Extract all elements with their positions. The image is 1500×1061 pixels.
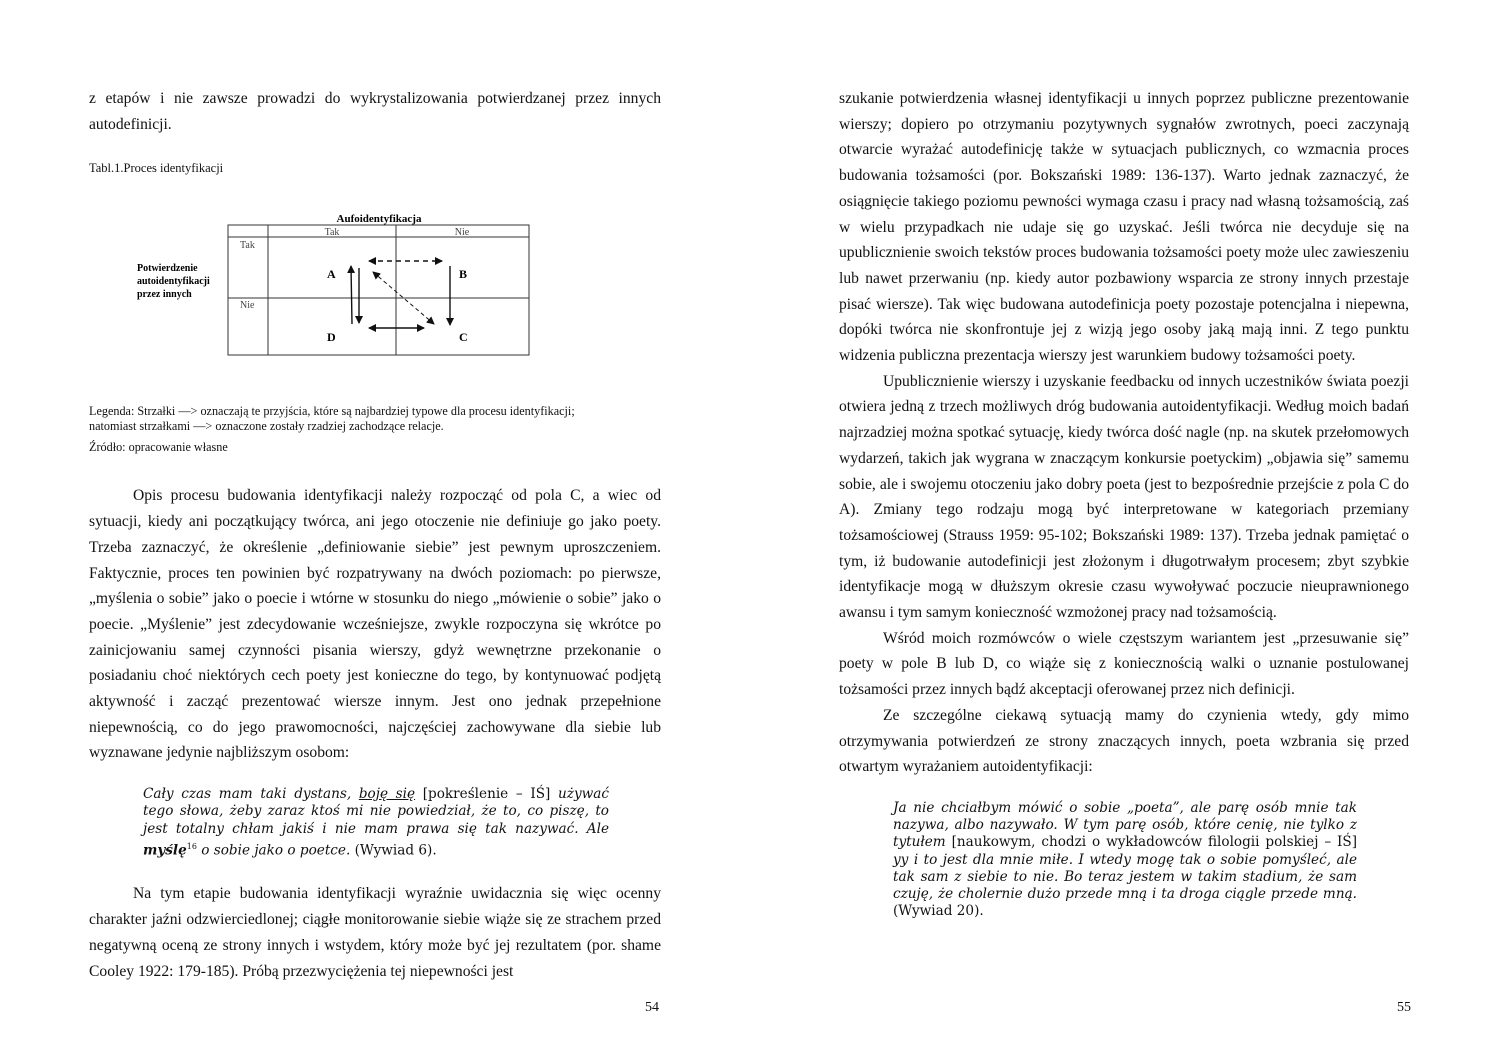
diagram-side-label: przez innych (137, 289, 192, 301)
quote-source: (Wywiad 20). (893, 903, 984, 920)
field-label-b: B (459, 267, 468, 282)
interview-quote (143, 786, 609, 859)
diagram-col-tak: Tak (324, 227, 340, 239)
page-number: 54 (645, 1000, 659, 1015)
source-note: Źródło: opracowanie własne (89, 440, 228, 455)
quote-emphasis: myślę (143, 842, 187, 859)
quote-insert: [naukowym, chodzi o wykładowców filologii polskiej – IŚ] (945, 834, 1357, 851)
diagram-header: Aufoidentyfikacja (336, 213, 422, 226)
quote-emphasis: boję się (358, 786, 416, 803)
legend-line: natomiast strzałkami —> oznaczone zostały rzadziej zachodzące relacje. (89, 419, 444, 434)
diagram-side-label: Potwierdzenie (137, 263, 198, 275)
quote-text: Ja nie chciałbym mówić o sobie „poeta”, ale parę osób mnie tak nazywa, albo nazywało. W tym parę osób, które cenię, nie tylko z tytułem (893, 799, 1357, 851)
quote-text: używać tego słowa, żeby zaraz ktoś mi nie powiedział, że to, co piszę, to jest totalny chłam jakiś i nie mam prawa się tak nazywać. Ale (143, 786, 609, 837)
quote-text: yy i to jest dla mnie miłe. I wtedy mogę tak o sobie pomyśleć, ale tak sam z siebie to nie. Bo teraz jestem w takim stadium, że sam czuję, że cholernie dużo przede mną i ta droga ciągle przede mną. (893, 851, 1357, 902)
quote-text: Cały czas mam taki dystans, (143, 786, 359, 803)
paragraph: Ze szczególne ciekawą sytuacją mamy do czynienia wtedy, gdy mimo otrzymywania potwierdzeń ze strony znaczących innych, poeta wzbrania się przed otwartym wyrażaniem autoidentyfikacji: (839, 706, 1409, 776)
diagram-arrows (351, 261, 450, 328)
diagram-grid (228, 225, 529, 355)
diagram-row-nie: Nie (240, 300, 255, 312)
field-label-a: A (327, 267, 336, 282)
quote-source: (Wywiad 6). (350, 842, 437, 859)
table-caption: Tabl.1.Proces identyfikacji (89, 161, 224, 176)
footnote-ref[interactable]: 16 (186, 841, 197, 851)
paragraph: Opis procesu budowania identyfikacji należy rozpocząć od pola C, a wiec od sytuacji, kiedy ani początkujący twórca, ani jego otoczenie nie definiuje go jako poety. Trzeba zaznaczyć, że określenie „definiowanie siebie” jest pewnym uproszczeniem. Faktycznie, proces ten powinien być rozpatrywany na dwóch poziomach: po pierwsze, „myślenia o sobie” jako o poecie i wtórne w stosunku do niego „mówienie o sobie” jako o poecie. „Myślenie” jest zdecydowanie wcześniejsze, zwykle rozpoczyna się wkrótce po zainicjowaniu samej czynności pisania wierszy, gdyż wewnętrzne przekonanie o posiadaniu choć niektórych cech poety jest konieczne do tego, by kontynuować podjętą aktywność i zacząć prezentować wiersze innym. Jest ono jednak przepełnione niepewnością, co do jego prawomocności, najczęściej zachowywane dla siebie lub wyznawane jedynie najbliższym osobom: (89, 487, 661, 762)
identification-process-diagram (129, 204, 549, 362)
paragraph: z etapów i nie zawsze prowadzi do wykrystalizowania potwierdzanej przez innych autodefinicji. (89, 90, 661, 133)
diagram-row-tak: Tak (240, 240, 255, 252)
right-page (750, 0, 1500, 1061)
paragraph: Upublicznienie wierszy i uzyskanie feedbacku od innych uczestników świata poezji otwiera jedną z trzech możliwych dróg budowania autoidentyfikacji. Według moich badań najrzadziej można spotkać sytuację, kiedy twórca dość nagle (np. na skutek przełomowych wydarzeń, takich jak wygrana w znaczącym konkursie poetyckim) „objawia się” samemu sobie, ale i swojemu otoczeniu jako dobry poeta (jest to bezpośrednie przejście z pola C do A). Zmiany tego rodzaju mogą być interpretowane w kategoriach przemiany tożsamościowej (Strauss 1959: 95-102; Bokszański 1989: 137). Trzeba jednak pamiętać o tym, iż budowanie autodefinicji jest złożonym i długotrwałym procesem; zbyt szybkie identyfikacje mogą w dłuższym okresie czasu wywoływać poczucie nieuprawnionego awansu i tym samym konieczność wzmożonej pracy nad tożsamością. (839, 372, 1409, 622)
paragraph: Wśród moich rozmówców o wiele częstszym wariantem jest „przesuwanie się” poety w pole B lub D, co wiąże się z koniecznością walki o uznanie postulowanej tożsamości przez innych bądź akceptacji oferowanej przez nich definicji. (839, 629, 1409, 699)
right-text-column (839, 86, 1409, 920)
diagram-col-nie: Nie (454, 227, 470, 239)
interview-quote (893, 800, 1357, 920)
diagram-legend (89, 404, 661, 434)
paragraph: Na tym etapie budowania identyfikacji wyraźnie uwidacznia się więc ocenny charakter jaźni odzwierciedlonej; ciągłe monitorowanie siebie wiąże się ze strachem przed negatywną oceną ze strony innych i wstydem, który może być jej rezultatem (por. shame Cooley 1922: 179-185). Próbą przezwyciężenia tej niepewności jest (89, 885, 661, 980)
diagram-side-label: autoidentyfikacji (137, 276, 210, 288)
left-text-column (89, 86, 661, 984)
legend-line: Legenda: Strzałki —> oznaczają te przyjścia, które są najbardziej typowe dla procesu identyfikacji; (89, 404, 575, 419)
quote-insert: [pokreślenie – IŚ] (415, 786, 559, 803)
page-number: 55 (1397, 1000, 1411, 1015)
field-label-d: D (327, 330, 336, 345)
quote-text: o sobie jako o poetce. (196, 842, 351, 859)
paragraph: szukanie potwierdzenia własnej identyfikacji u innych poprzez publiczne prezentowanie wierszy; dopiero po otrzymaniu pozytywnych sygnałów zwrotnych, poeci zaczynają otwarcie wyrażać autodefinicję także w sytuacjach publicznych, co wzmacnia proces budowania tożsamości (por. Bokszański 1989: 136-137). Warto jednak zaznaczyć, że osiągnięcie takiego poziomu pewności wymaga czasu i pracy nad własną tożsamością, zaś w wielu przypadkach nie udaje się go uzyskać. Jeśli twórca nie decyduje się na upublicznienie swoich tekstów proces budowania tożsamości poety może ulec zawieszeniu lub nawet przerwaniu (np. kiedy autor pozbawiony wsparcia ze strony innych przestaje pisać wiersze). Tak więc budowana autodefinicja poety pozostaje potencjalna i niepewna, dopóki twórca nie skonfrontuje jej z wizją jego osoby jaką mają inni. Z tego punktu widzenia publiczna prezentacja wierszy jest warunkiem budowy tożsamości poety. (839, 90, 1409, 365)
field-label-c: C (459, 330, 468, 345)
